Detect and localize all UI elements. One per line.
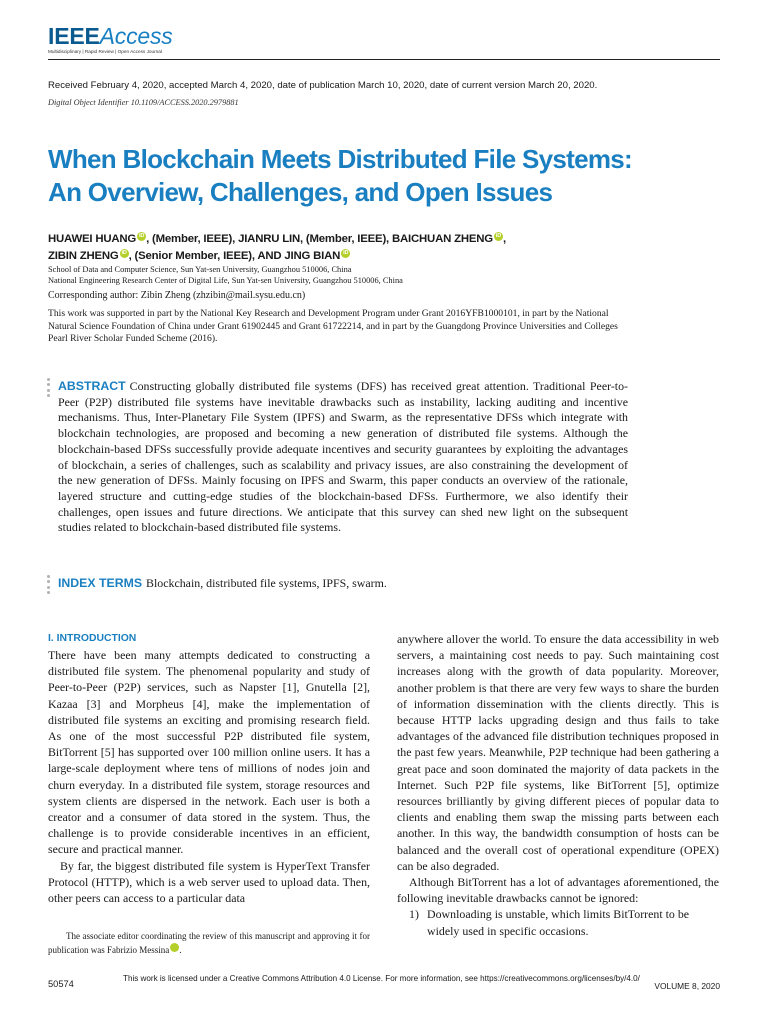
- abstract-text: Constructing globally distributed file systems (DFS) has received great attention. Traditional Peer-to-Peer (P2P) distributed file systems have inevitable drawbacks such as instability, lacking auditing and incentive mechanisms. Thus, Inter-Planetary File System (IPFS) and Swarm, as the representative DFSs which integrate with blockchain technologies, are proposed and becoming a new generation of distributed file systems. Although the blockchain-based DFSs successfully provide adequate incentives and security guarantees by exploiting the advantages of blockchain, a series of challenges, such as scalability and privacy issues, are also constraining the development of the new generation of DFSs. Mainly focusing on IPFS and Swarm, this paper conducts an overview of the rationale, layered structure and cutting-edge studies of the blockchain-based DFSs. Furthermore, we also identify their challenges, open issues and future directions. We anticipate that this survey can shed new light on the subsequent studies related to blockchain-based distributed file systems.: [58, 379, 628, 535]
- header-divider: [48, 59, 720, 60]
- abstract-label: ABSTRACT: [58, 379, 126, 393]
- body-paragraph: anywhere allover the world. To ensure the data accessibility in web servers, a maintaining cost needs to pay. Such maintaining cost increases along with the growth of data popularity. Moreover, another problem is that there are very few ways to share the burden of information dissemination with the clients directly. This is because HTTP lacks upgrading design and thus fails to take advantages of the advanced file distribution techniques proposed in the past few years. Meanwhile, P2P technique had been gathering a great pace and soon dominated the majority of data packets in the Internet. Such P2P file systems, like BitTorrent [5], optimize resources brilliantly by giving different pieces of popular data to clients and enabling them swap the missing parts between each another. In this way, the bandwidth consumption of hosts can be balanced and the overall cost of operational expenditure (OPEX) can be also degraded.: [397, 632, 719, 873]
- body-column-right: [397, 631, 719, 939]
- author-separator: ,: [502, 233, 506, 245]
- author-name: ZIBIN ZHENG: [48, 250, 119, 262]
- orcid-icon[interactable]: iD: [170, 943, 179, 952]
- paper-title-line-1: When Blockchain Meets Distributed File Systems:: [48, 144, 633, 174]
- orcid-icon[interactable]: iD: [139, 233, 145, 239]
- received-dates: Received February 4, 2020, accepted March 4, 2020, date of publication March 10, 2020, date of current version March 20, 2020.: [48, 80, 598, 91]
- orcid-icon[interactable]: iD: [343, 250, 349, 256]
- orcid-icon[interactable]: iD: [495, 233, 501, 239]
- corresponding-author: Corresponding author: Zibin Zheng (zhzibin@mail.sysu.edu.cn): [48, 290, 306, 301]
- paper-title-line-2: An Overview, Challenges, and Open Issues: [48, 177, 553, 207]
- doi-line: Digital Object Identifier 10.1109/ACCESS.2020.2979881: [48, 98, 239, 107]
- list-item: [409, 906, 719, 938]
- paper-title: [48, 143, 720, 209]
- logo-ieee-text: IEEE: [48, 23, 100, 49]
- journal-tagline: Multidisciplinary | Rapid Review | Open Access Journal: [48, 49, 162, 54]
- volume-label: VOLUME 8, 2020: [654, 981, 720, 991]
- body-paragraph: Although BitTorrent has a lot of advantages aforementioned, the following inevitable drawbacks cannot be ignored:: [397, 875, 719, 906]
- affiliation-2: National Engineering Research Center of Digital Life, Sun Yat-sen University, Guangzhou 510006, China: [48, 276, 403, 285]
- license-notice: This work is licensed under a Creative Commons Attribution 4.0 License. For more information, see https://creativecommons.org/licenses/by/4.0/: [123, 974, 640, 983]
- author-name: , (Member, IEEE), JIANRU LIN, (Member, IEEE), BAICHUAN ZHENG: [146, 233, 493, 245]
- index-terms-marker-icon: [47, 575, 50, 597]
- logo-access-text: Access: [99, 23, 173, 49]
- index-terms-label: INDEX TERMS: [58, 576, 143, 590]
- body-paragraph: There have been many attempts dedicated to constructing a distributed file system. The phenomenal popularity and study of Peer-to-Peer (P2P) services, such as Napster [1], Gnutella [2], Kazaa [3] and Morpheus [4], make the implementation of distributed file systems an exciting and promising research field. As one of the most successful P2P distributed file system, BitTorrent [5] has supported over 100 million online users. It has a large-scale deployment where tens of millions of nodes join and churn everyday. In a distributed file system, storage resources and system clients are dispersed in the network. Each user is both a creator and a consumer of data stored in the system. Thus, the challenge is to provide considerable incentives in an efficient, secure and practical manner.: [48, 648, 370, 857]
- funding-statement: This work was supported in part by the National Key Research and Development Program under Grant 2016YFB1000101, in part by the National Natural Science Foundation of China under Grant 61902445 and Grant 61722214, and in part by the Guangdong Province Universities and Colleges Pearl River Scholar Funded Scheme (2016).: [48, 308, 618, 345]
- editor-footnote: The associate editor coordinating the review of this manuscript and approving it for publication was Fabrizio Messina iD.: [48, 931, 370, 955]
- body-column-left: [48, 631, 370, 906]
- author-name: , (Senior Member, IEEE), AND JING BIAN: [128, 250, 341, 262]
- page-number: 50574: [48, 979, 74, 989]
- author-list: [48, 231, 720, 265]
- affiliations: [48, 264, 403, 286]
- list-item-number: 1): [409, 907, 419, 922]
- affiliation-1: School of Data and Computer Science, Sun Yat-sen University, Guangzhou 510006, China: [48, 265, 352, 274]
- body-paragraph: By far, the biggest distributed file system is HyperText Transfer Protocol (HTTP), which is a web server used to upload data. Then, other peers can access to a particular data: [48, 858, 370, 906]
- section-heading: I. INTRODUCTION: [48, 633, 137, 644]
- list-item-text: Downloading is unstable, which limits BitTorrent to be widely used in specific occasions.: [427, 907, 690, 938]
- orcid-icon[interactable]: iD: [121, 250, 127, 256]
- index-terms-text: Blockchain, distributed file systems, IPFS, swarm.: [146, 576, 387, 590]
- journal-logo: [48, 24, 173, 54]
- footnote-text: The associate editor coordinating the review of this manuscript and approving it for publication was Fabrizio Messina: [48, 931, 370, 955]
- abstract: [58, 379, 628, 536]
- abstract-marker-icon: [47, 378, 50, 400]
- journal-logo-wordmark: [48, 24, 173, 48]
- index-terms: [58, 576, 628, 592]
- author-name: HUAWEI HUANG: [48, 233, 137, 245]
